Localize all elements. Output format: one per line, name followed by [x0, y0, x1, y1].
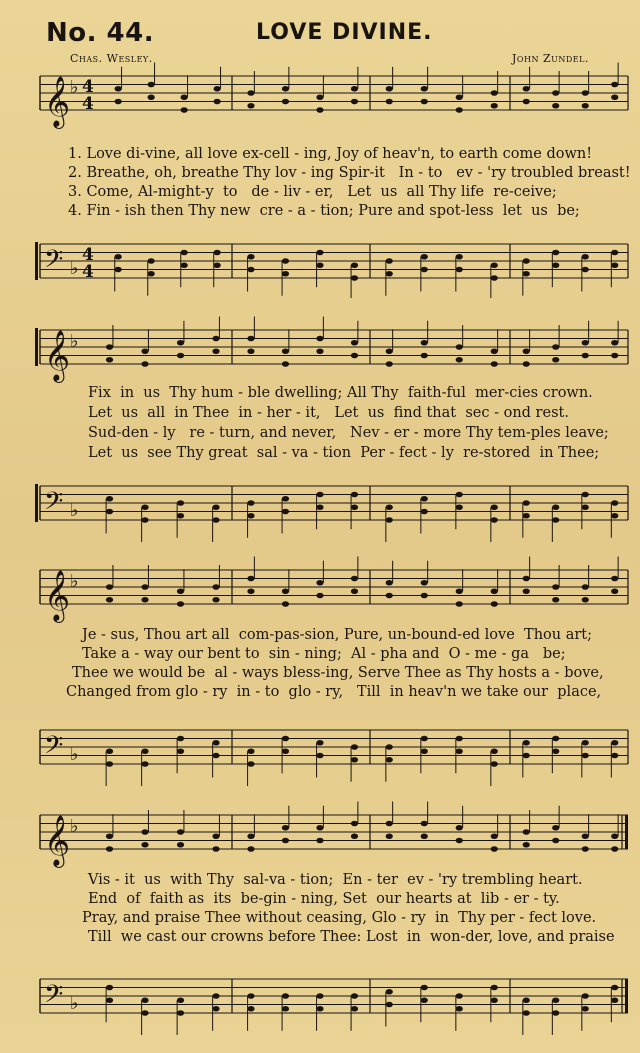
- staff: [40, 557, 628, 624]
- treble-clef-icon: 𝄞: [44, 815, 71, 866]
- treble-clef-icon: 𝄞: [44, 570, 71, 621]
- system-4-lyrics: [0, 872, 640, 968]
- staff: [35, 484, 628, 542]
- flat-icon: ♭: [70, 571, 79, 592]
- system-2-bass-notation: [0, 470, 640, 542]
- lyric-line: Let us all in Thee in - her - it, Let us find that sec - ond rest.: [88, 405, 569, 421]
- svg-text:4: 4: [82, 77, 94, 97]
- lyric-line: 3. Come, Al-might-y to de - liv - er, Let us all Thy life re-ceive;: [68, 184, 557, 200]
- system-1-notation: [0, 60, 640, 150]
- lyric-line: 1. Love di-vine, all love ex-cell - ing, Joy of heav'n, to earth come down!: [68, 146, 593, 162]
- author-credit: Chas. Wesley.: [70, 52, 153, 65]
- bass-clef-icon: 𝄢: [44, 487, 64, 522]
- flat-icon: ♭: [70, 743, 79, 765]
- lyric-line: Sud-den - ly re - turn, and never, Nev - er - more Thy tem-ples leave;: [88, 425, 609, 441]
- lyric-line: Changed from glo - ry in - to glo - ry, Till in heav'n we take our place,: [66, 684, 602, 700]
- system-2-notation: [0, 310, 640, 395]
- system-3-notation: [0, 550, 640, 630]
- flat-icon: ♭: [70, 992, 79, 1014]
- lyric-line: Je - sus, Thou art all com-pas-sion, Pure, un-bound-ed love Thou art;: [82, 627, 592, 643]
- lyric-line: Thee we would be al - ways bless-ing, Serve Thee as Thy hosts a - bove,: [72, 665, 604, 681]
- system-4-bass-notation: [0, 955, 640, 1035]
- treble-clef-icon: 𝄞: [44, 330, 71, 381]
- hymn-title: LOVE DIVINE.: [256, 20, 433, 45]
- bass-clef-icon: 𝄢: [44, 731, 64, 766]
- staff: [35, 317, 628, 384]
- flat-icon: ♭: [70, 499, 79, 521]
- staff: [40, 979, 628, 1035]
- bass-clef-icon: 𝄢: [44, 980, 64, 1015]
- system-1-bass-notation: [0, 226, 640, 298]
- treble-clef-icon: 𝄞: [44, 76, 71, 127]
- svg-text:4: 4: [82, 94, 94, 114]
- bass-clef-icon: 𝄢: [44, 245, 64, 280]
- lyric-line: 2. Breathe, oh, breathe Thy lov - ing Spir-it In - to ev - 'ry troubled breast!: [68, 165, 631, 181]
- flat-icon: ♭: [70, 816, 79, 837]
- system-3-bass-notation: [0, 706, 640, 788]
- lyric-line: Take a - way our bent to sin - ning; Al - pha and O - me - ga be;: [82, 646, 566, 662]
- lyric-line: Till we cast our crowns before Thee: Lost in won-der, love, and praise: [88, 929, 615, 945]
- lyric-line: Vis - it us with Thy sal-va - tion; En - ter ev - 'ry trembling heart.: [88, 872, 583, 888]
- flat-icon: ♭: [70, 77, 79, 98]
- lyric-line: Let us see Thy great sal - va - tion Per - fect - ly re-stored in Thee;: [88, 445, 600, 461]
- staff: [40, 730, 628, 786]
- lyric-line: Fix in us Thy hum - ble dwelling; All Thy faith-ful mer-cies crown.: [88, 385, 593, 401]
- svg-text:4: 4: [82, 245, 94, 265]
- hymn-number: No. 44.: [46, 18, 155, 48]
- lyric-line: Pray, and praise Thee without ceasing, Glo - ry in Thy per - fect love.: [82, 910, 597, 926]
- system-2-lyrics: [0, 385, 640, 481]
- lyric-line: End of faith as its be-gin - ning, Set our hearts at lib - er - ty.: [88, 891, 560, 907]
- system-4-notation: [0, 795, 640, 873]
- staff: [40, 802, 628, 869]
- svg-text:4: 4: [82, 262, 94, 282]
- staff: [35, 242, 628, 298]
- flat-icon: ♭: [70, 257, 79, 279]
- composer-credit: John Zundel.: [512, 52, 589, 65]
- flat-icon: ♭: [70, 331, 79, 352]
- staff: [40, 63, 628, 130]
- lyric-line: 4. Fin - ish then Thy new cre - a - tion; Pure and spot-less let us be;: [68, 203, 580, 219]
